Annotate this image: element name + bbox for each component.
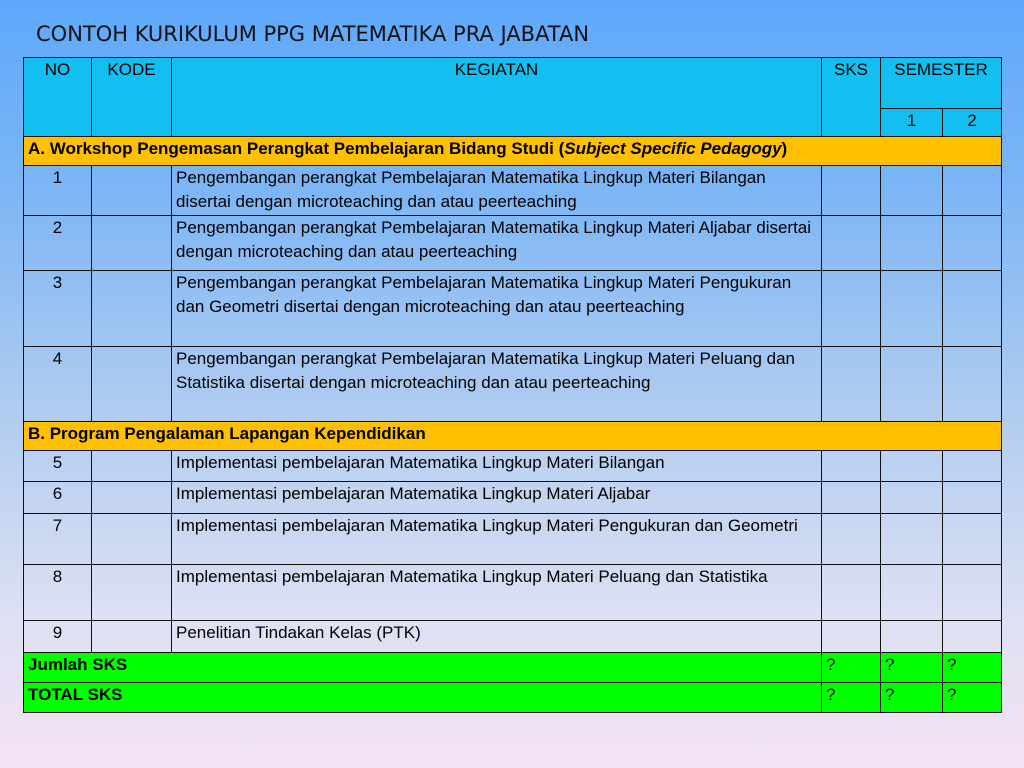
section-a-row (24, 137, 1002, 166)
row-sem1 (881, 482, 943, 514)
total-sem1-value: ? (881, 683, 943, 713)
row-sem1 (881, 621, 943, 653)
row-kegiatan: Pengembangan perangkat Pembelajaran Matematika Lingkup Materi Pengukuran dan Geometri disertai dengan microteaching dan atau peerteaching (172, 271, 822, 347)
jumlah-sem2-value: ? (943, 653, 1002, 683)
row-sks (822, 621, 881, 653)
row-sem2 (943, 347, 1002, 422)
section-a-label-prefix: A. Workshop Pengemasan Perangkat Pembelajaran Bidang Studi ( (28, 139, 565, 158)
jumlah-sks-value: ? (822, 653, 881, 683)
header-kegiatan: KEGIATAN (172, 58, 822, 137)
row-sem1 (881, 347, 943, 422)
row-sem1 (881, 271, 943, 347)
row-sem1 (881, 514, 943, 565)
row-sem2 (943, 271, 1002, 347)
header-semester-1: 1 (881, 109, 943, 137)
row-sem2 (943, 482, 1002, 514)
row-sks (822, 451, 881, 482)
header-semester-2: 2 (943, 109, 1002, 137)
section-b-label: B. Program Pengalaman Lapangan Kependidikan (24, 422, 1002, 451)
row-no: 9 (24, 621, 92, 653)
row-kegiatan: Pengembangan perangkat Pembelajaran Matematika Lingkup Materi Bilangan disertai dengan microteaching dan atau peerteaching (172, 166, 822, 216)
row-sem1 (881, 166, 943, 216)
section-a-label-suffix: ) (781, 139, 788, 158)
row-sem1 (881, 451, 943, 482)
row-sem2 (943, 166, 1002, 216)
jumlah-sks-label: Jumlah SKS (24, 653, 822, 683)
table-row (24, 451, 1002, 482)
table-row (24, 271, 1002, 347)
row-sks (822, 482, 881, 514)
header-no: NO (24, 58, 92, 137)
row-no: 2 (24, 216, 92, 271)
total-sks-label: TOTAL SKS (24, 683, 822, 713)
row-kode (92, 621, 172, 653)
row-kode (92, 166, 172, 216)
row-sem1 (881, 216, 943, 271)
row-sem2 (943, 565, 1002, 621)
row-no: 3 (24, 271, 92, 347)
row-sks (822, 347, 881, 422)
slide-title: CONTOH KURIKULUM PPG MATEMATIKA PRA JABATAN (36, 22, 590, 46)
row-kode (92, 514, 172, 565)
row-kegiatan: Implementasi pembelajaran Matematika Lingkup Materi Pengukuran dan Geometri (172, 514, 822, 565)
row-sks (822, 216, 881, 271)
row-kode (92, 482, 172, 514)
total-sem2-value: ? (943, 683, 1002, 713)
row-sks (822, 271, 881, 347)
table-row (24, 565, 1002, 621)
row-sem2 (943, 621, 1002, 653)
row-no: 4 (24, 347, 92, 422)
row-kode (92, 216, 172, 271)
row-kode (92, 347, 172, 422)
row-kegiatan: Implementasi pembelajaran Matematika Lingkup Materi Peluang dan Statistika (172, 565, 822, 621)
table-row (24, 216, 1002, 271)
row-sks (822, 514, 881, 565)
row-no: 7 (24, 514, 92, 565)
row-no: 8 (24, 565, 92, 621)
table-row (24, 621, 1002, 653)
row-no: 1 (24, 166, 92, 216)
header-kode: KODE (92, 58, 172, 137)
row-sem2 (943, 451, 1002, 482)
table-row (24, 347, 1002, 422)
header-semester: SEMESTER (881, 58, 1002, 109)
jumlah-sem1-value: ? (881, 653, 943, 683)
table-row (24, 514, 1002, 565)
row-no: 5 (24, 451, 92, 482)
row-kode (92, 451, 172, 482)
table-row (24, 166, 1002, 216)
curriculum-table (23, 57, 1002, 713)
row-sks (822, 565, 881, 621)
row-kegiatan: Implementasi pembelajaran Matematika Lingkup Materi Aljabar (172, 482, 822, 514)
row-sem2 (943, 216, 1002, 271)
row-no: 6 (24, 482, 92, 514)
row-sem2 (943, 514, 1002, 565)
jumlah-sks-row (24, 653, 1002, 683)
row-kode (92, 565, 172, 621)
row-sem1 (881, 565, 943, 621)
section-a-label (24, 137, 1002, 166)
header-sks: SKS (822, 58, 881, 137)
row-kegiatan: Penelitian Tindakan Kelas (PTK) (172, 621, 822, 653)
row-kegiatan: Pengembangan perangkat Pembelajaran Matematika Lingkup Materi Aljabar disertai dengan microteaching dan atau peerteaching (172, 216, 822, 271)
row-kegiatan: Pengembangan perangkat Pembelajaran Matematika Lingkup Materi Peluang dan Statistika disertai dengan microteaching dan atau peerteaching (172, 347, 822, 422)
total-sks-value: ? (822, 683, 881, 713)
table-row (24, 482, 1002, 514)
section-b-row (24, 422, 1002, 451)
row-sks (822, 166, 881, 216)
total-sks-row (24, 683, 1002, 713)
section-a-label-italic: Subject Specific Pedagogy (564, 139, 782, 158)
row-kegiatan: Implementasi pembelajaran Matematika Lingkup Materi Bilangan (172, 451, 822, 482)
row-kode (92, 271, 172, 347)
header-row (24, 58, 1002, 109)
